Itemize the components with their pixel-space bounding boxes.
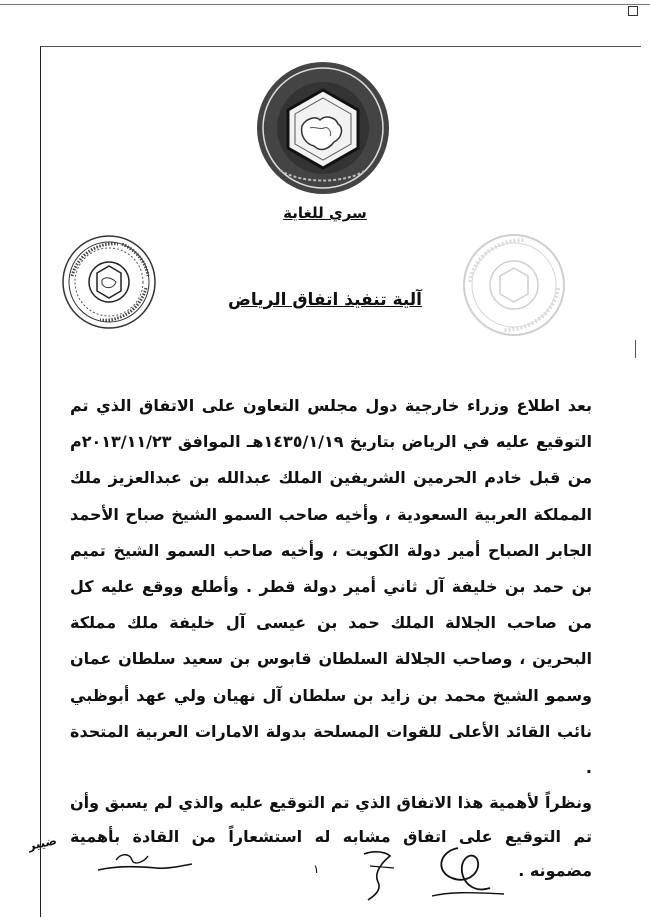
- second-paragraph: ونظراً لأهمية هذا الاتفاق الذي تم التوقيع عليه والذي لم يسبق وأن تم التوقيع على اتفاق مشابه له استشعاراً من القادة بأهمية مضمونه .: [70, 793, 592, 880]
- official-seal-icon: [58, 232, 160, 332]
- signature-middle: [360, 846, 400, 902]
- signature-right: [428, 838, 508, 902]
- margin-tick: [635, 340, 636, 358]
- scan-top-edge: [0, 4, 650, 5]
- page-number: ١: [313, 862, 320, 876]
- document-title: آلية تنفيذ اتفاق الرياض: [228, 290, 422, 310]
- body-paragraph: بعد اطلاع وزراء خارجية دول مجلس التعاون على الاتفاق الذي تم التوقيع عليه في الرياض بتاريخ ١٤٣٥/١/١٩هـ الموافق ٢٠١٣/١١/٢٣م من قبل خادم الحرمين الشريفين الملك عبدالله بن عبدالعزيز ملك المملكة العربية السعودية ، وأخيه صاحب السمو الشيخ صباح الأحمد الجابر الصباح أمير دولة الكويت ، وأخيه صاحب السمو الشيخ تميم بن حمد بن خليفة آل ثاني أمير دولة قطر . وأطلع ووقع عليه كل من صاحب الجلالة الملك حمد بن عيسى آل خليفة ملك مملكة البحرين ، وصاحب الجلالة السلطان قابوس بن سعيد سلطان عمان وسمو الشيخ محمد بن زايد بن سلطان آل نهيان ولي عهد أبوظبي نائب القائد الأعلى للقوات المسلحة بدولة الامارات العربية المتحدة .: [70, 396, 592, 778]
- faded-seal-icon: [458, 232, 570, 338]
- gcc-emblem-icon: [250, 58, 396, 198]
- signature-left: [96, 840, 196, 880]
- classification-label: سري للغاية: [283, 204, 367, 222]
- handwritten-initials: ضيير: [26, 833, 58, 853]
- corner-mark: [628, 6, 638, 16]
